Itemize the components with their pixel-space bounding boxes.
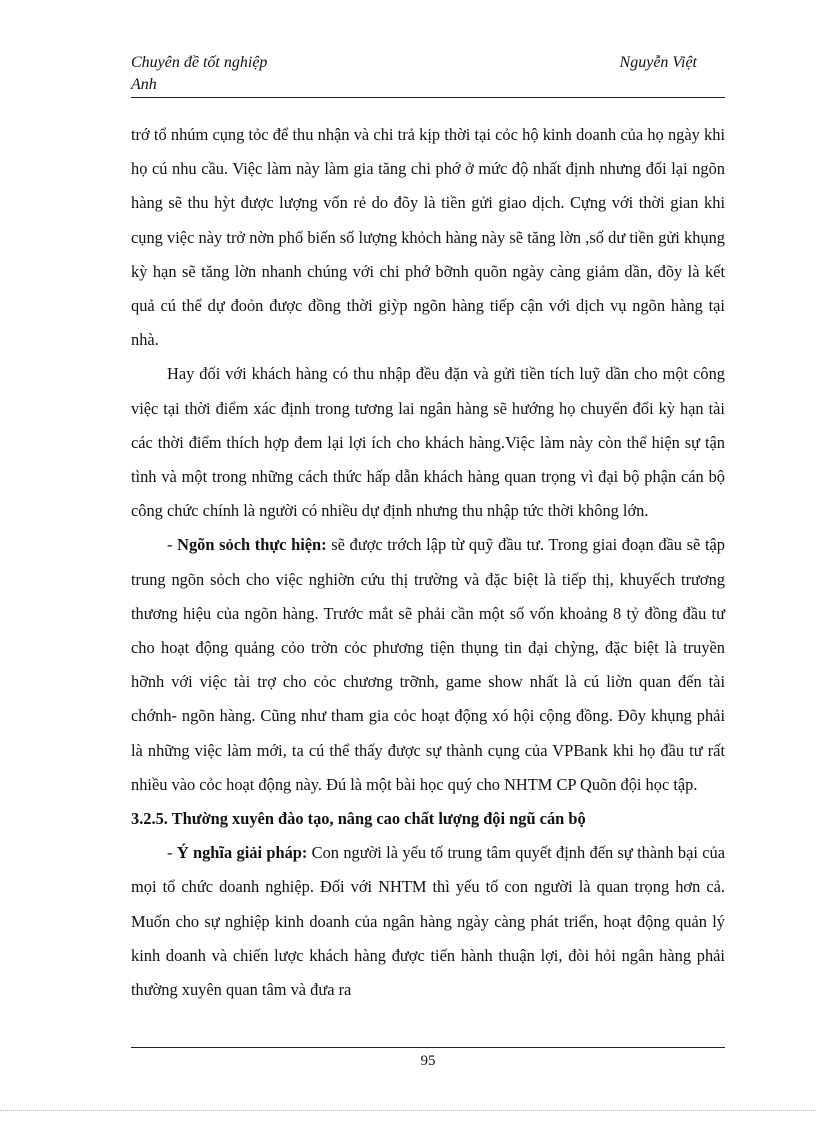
header-author: Nguyễn Việt	[619, 54, 697, 71]
page-bottom-border	[0, 1110, 816, 1111]
page-number: 95	[420, 1053, 436, 1069]
document-body	[131, 118, 725, 1007]
paragraph-4-label: Ý nghĩa giải pháp:	[176, 843, 308, 863]
header-title-line1: Chuyên đề tốt nghiệp	[131, 54, 268, 71]
paragraph-1: trớ tổ nhúm cụng tỏc để thu nhận và chi trả kịp thời tại cỏc hộ kinh doanh của họ ngày khi họ cú nhu cầu. Việc làm này làm gia tăng chi phớ ở mức độ nhất định nhưng đổi lại ngõn hàng sẽ thu hỳt được lượng vốn rẻ do đõy là tiền gửi giao dịch. Cựng với thời gian khi cụng việc này trở nờn phổ biến số lượng khỏch hàng này sẽ tăng lờn ,số dư tiền gửi khụng kỳ hạn sẽ tăng lờn nhanh chúng với chi phớ bỡnh quõn ngày càng giảm dần, đõy là kết quả cú thể dự đoỏn được đồng thời giỳp ngõn hàng tiếp cận với dịch vụ ngõn hàng tại nhà.	[131, 125, 725, 350]
paragraph-3-dash: -	[167, 535, 178, 555]
paragraph-4-text: Con người là yếu tố trung tâm quyết định đến sự thành bại của mọi tổ chức doanh nghiệp. Đối với NHTM thì yếu tố con người là quan trọng hơn cả. Muốn cho sự nghiệp kinh doanh của ngân hàng ngày càng phát triển, hoạt động quản lý kinh doanh và chiến lược khách hàng được tiến hành thuận lợi, đòi hỏi ngân hàng phải thường xuyên quan tâm và đưa ra	[131, 843, 725, 1000]
paragraph-3-label: Ngõn sỏch thực hiện:	[177, 535, 327, 555]
header-divider	[131, 97, 725, 98]
paragraph-2: Hay đối với khách hàng có thu nhập đều đặn và gửi tiền tích luỹ dần cho một công việc tại thời điểm xác định trong tương lai ngân hàng sẽ hướng họ chuyển đổi kỳ hạn tài các thời điểm thích hợp đem lại lợi ích cho khách hàng.Việc làm này còn thể hiện sự tận tình và một trong những cách thức hấp dẫn khách hàng quan trọng vì đại bộ phận cán bộ công chức chính là người có nhiều dự định nhưng thu nhập tức thời không lớn.	[131, 364, 725, 521]
header-title	[131, 52, 431, 96]
page-header	[131, 52, 725, 98]
paragraph-4-dash: -	[167, 843, 177, 863]
paragraph-3-text: sẽ được trớch lập từ quỹ đầu tư. Trong giai đoạn đầu sẽ tập trung ngõn sỏch cho việc nghiờn cứu thị trường và đặc biệt là tiếp thị, khuyếch trương thương hiệu của ngõn hàng. Trước mắt sẽ phải cần một số vốn khoảng 8 tỷ đồng đầu tư cho hoạt động quảng cỏo trờn cỏc phương tiện thụng tin đại chỳng, đặc biệt là truyền hỡnh với việc tài trợ cho cỏc chương trỡnh, game show nhất là cú liờn quan đến tài chớnh- ngõn hàng. Cũng như tham gia cỏc hoạt động xó hội cộng đồng. Đõy khụng phải là những việc làm mới, ta cú thể thấy được sự thành cụng của VPBank khi họ đầu tư rất nhiều vào cỏc hoạt động này. Đú là một bài học quý cho NHTM CP Quõn đội học tập.	[131, 535, 725, 794]
header-title-line2: Anh	[131, 76, 157, 93]
paragraph-3	[131, 528, 725, 802]
footer-divider	[131, 1047, 725, 1048]
section-heading: 3.2.5. Thường xuyên đào tạo, nâng cao chất lượng đội ngũ cán bộ	[131, 809, 586, 829]
paragraph-4	[131, 836, 725, 1007]
